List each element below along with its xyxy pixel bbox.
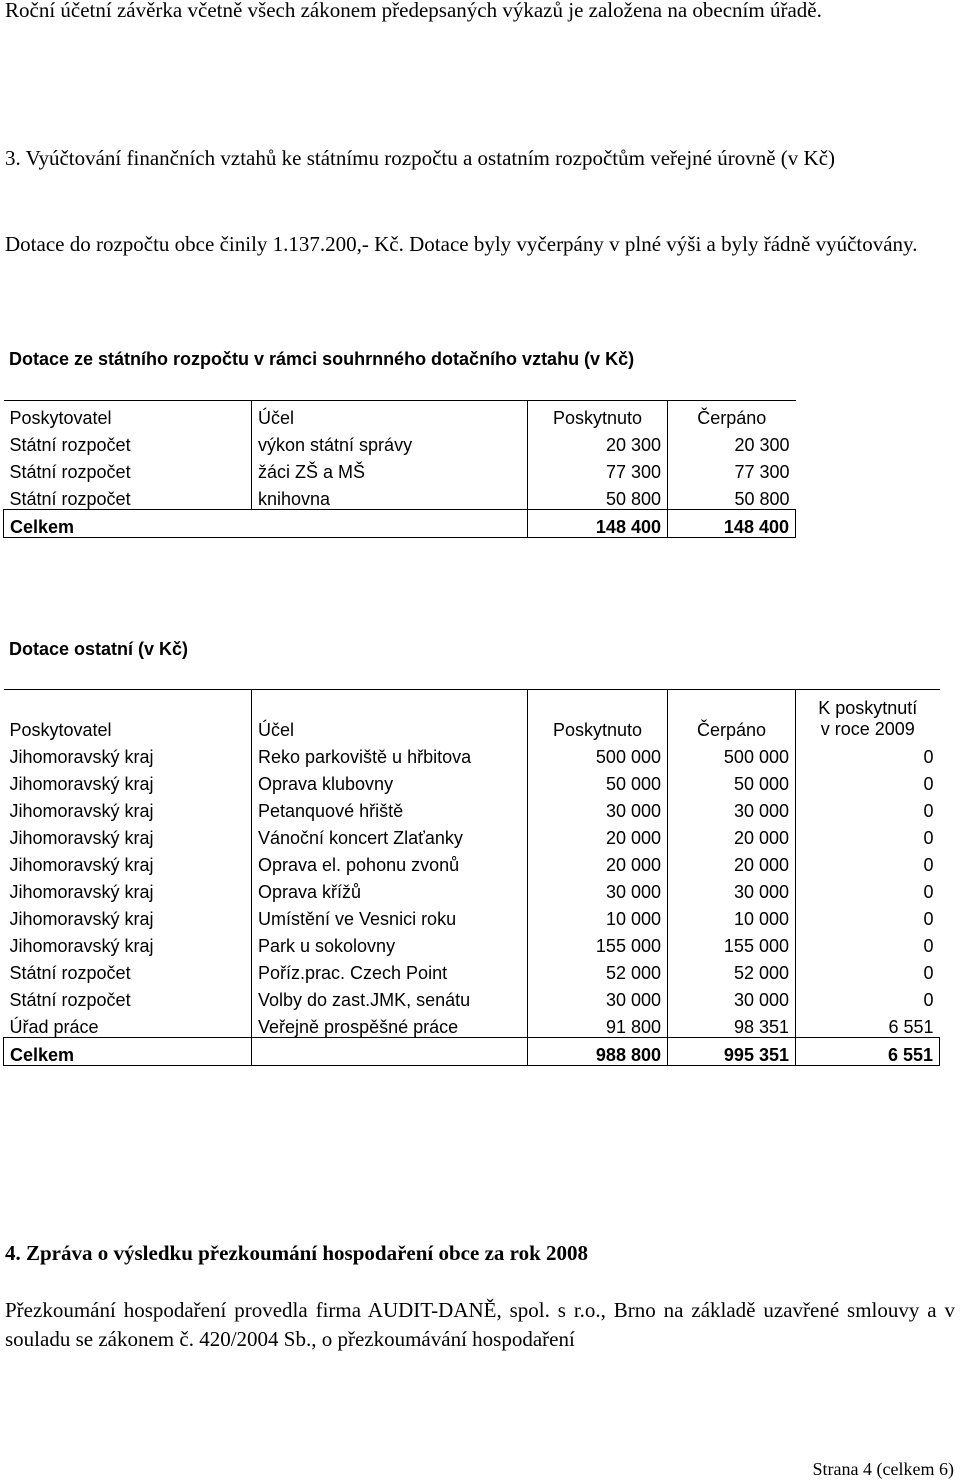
table-row — [4, 482, 796, 510]
table-row — [4, 875, 940, 902]
table-cell: 0 — [796, 929, 940, 956]
table-cell: 30 000 — [668, 875, 796, 902]
table-cell: 6 551 — [796, 1010, 940, 1038]
table2-header-line: v roce 2009 — [820, 719, 915, 739]
table-cell: 500 000 — [528, 740, 668, 767]
table-cell: Státní rozpočet — [9, 435, 131, 455]
table1-total-row — [4, 510, 796, 538]
table-cell: 20 300 — [668, 428, 796, 455]
other-subsidies-table — [3, 689, 940, 1066]
table-cell: Umístění ve Vesnici roku — [252, 902, 528, 929]
table1-header-row — [4, 401, 796, 429]
table-row — [4, 848, 940, 875]
total-cell: 995 351 — [668, 1038, 796, 1066]
table-cell: 0 — [796, 821, 940, 848]
table-cell: Park u sokolovny — [252, 929, 528, 956]
total-empty-cell — [252, 1038, 528, 1066]
table-cell: Oprava křížů — [252, 875, 528, 902]
table-cell: 0 — [796, 902, 940, 929]
table-cell: 30 000 — [668, 794, 796, 821]
intro-paragraph: Roční účetní závěrka včetně všech zákonem předepsaných výkazů je založena na obecním úřadě. — [5, 0, 822, 22]
table-cell: Petanquové hřiště — [252, 794, 528, 821]
table2-caption: Dotace ostatní (v Kč) — [9, 639, 189, 659]
table-cell: 98 351 — [668, 1010, 796, 1038]
table-row — [4, 428, 796, 455]
table-row — [4, 983, 940, 1010]
table-cell: 77 300 — [528, 455, 668, 482]
table-row — [4, 455, 796, 482]
table-cell: Jihomoravský kraj — [9, 747, 154, 767]
table-cell: 0 — [796, 794, 940, 821]
table-row — [4, 794, 940, 821]
table-cell: 155 000 — [668, 929, 796, 956]
table2-header-line: K poskytnutí — [818, 698, 918, 718]
table1-header: Čerpáno — [668, 401, 796, 429]
total-cell: 148 400 — [528, 510, 668, 538]
section-4-heading: 4. Zpráva o výsledku přezkoumání hospodaření obce za rok 2008 — [5, 1241, 589, 1265]
total-cell: 6 551 — [796, 1038, 940, 1066]
table-cell: Úřad práce — [9, 1017, 99, 1037]
table-cell: 155 000 — [528, 929, 668, 956]
table-cell: 30 000 — [528, 794, 668, 821]
table-cell: 91 800 — [528, 1010, 668, 1038]
table-cell: 50 800 — [528, 482, 668, 510]
table-cell: 50 000 — [528, 767, 668, 794]
table-cell: 500 000 — [668, 740, 796, 767]
table-cell: 30 000 — [528, 875, 668, 902]
table1-caption: Dotace ze státního rozpočtu v rámci souhrnného dotačního vztahu (v Kč) — [9, 349, 635, 369]
table-cell: Vánoční koncert Zlaťanky — [252, 821, 528, 848]
table-cell: Státní rozpočet — [9, 990, 131, 1010]
table-cell: 30 000 — [528, 983, 668, 1010]
table2-header: Poskytnuto — [528, 690, 668, 741]
table-cell: 10 000 — [668, 902, 796, 929]
table-cell: Jihomoravský kraj — [9, 774, 154, 794]
total-cell: 148 400 — [668, 510, 796, 538]
table-cell: Jihomoravský kraj — [9, 936, 154, 956]
table-row — [4, 929, 940, 956]
table2-total-row — [4, 1038, 940, 1066]
table-cell: Státní rozpočet — [9, 489, 131, 509]
total-label: Celkem — [4, 1038, 252, 1066]
table1-header: Poskytnuto — [528, 401, 668, 429]
table-cell: 0 — [796, 848, 940, 875]
table-cell: výkon státní správy — [252, 428, 528, 455]
table-cell: 20 000 — [528, 848, 668, 875]
table2-header — [796, 690, 940, 741]
table-row — [4, 767, 940, 794]
table-cell: 0 — [796, 740, 940, 767]
table-cell: Volby do zast.JMK, senátu — [252, 983, 528, 1010]
table-cell: Jihomoravský kraj — [9, 828, 154, 848]
table-row — [4, 902, 940, 929]
section-3-paragraph: Dotace do rozpočtu obce činily 1.137.200,- Kč. Dotace byly vyčerpány v plné výši a byly řádně vyúčtovány. — [5, 232, 918, 256]
table-row — [4, 956, 940, 983]
table-cell: Poříz.prac. Czech Point — [252, 956, 528, 983]
section-4-paragraph: Přezkoumání hospodaření provedla firma AUDIT-DANĚ, spol. s r.o., Brno na základě uzavřené smlouvy a v souladu se zákonem č. 420/2004 Sb., o přezkoumávání hospodaření — [5, 1298, 955, 1351]
total-cell: 988 800 — [528, 1038, 668, 1066]
table-cell: 0 — [796, 875, 940, 902]
table2-header: Poskytovatel — [4, 690, 252, 741]
table-cell: 0 — [796, 956, 940, 983]
table-cell: 0 — [796, 983, 940, 1010]
table-row — [4, 740, 940, 767]
table-cell: 10 000 — [528, 902, 668, 929]
table-cell: 52 000 — [668, 956, 796, 983]
table-cell: Státní rozpočet — [9, 963, 131, 983]
table-row — [4, 821, 940, 848]
table-cell: 50 000 — [668, 767, 796, 794]
table-cell: 20 000 — [528, 821, 668, 848]
table-cell: Jihomoravský kraj — [9, 855, 154, 875]
table-cell: Jihomoravský kraj — [9, 882, 154, 902]
table1-header: Účel — [252, 401, 528, 429]
table-cell: 20 000 — [668, 821, 796, 848]
table-cell: 20 300 — [528, 428, 668, 455]
table-cell: Jihomoravský kraj — [9, 801, 154, 821]
state-budget-table — [3, 400, 796, 538]
table-cell: Státní rozpočet — [9, 462, 131, 482]
section-3-heading — [5, 144, 955, 173]
table2-header-row — [4, 690, 940, 741]
table-cell: 20 000 — [668, 848, 796, 875]
table2-header: Čerpáno — [668, 690, 796, 741]
table-cell: 50 800 — [668, 482, 796, 510]
table2-header: Účel — [252, 690, 528, 741]
table-cell: knihovna — [252, 482, 528, 510]
table-cell: Veřejně prospěšné práce — [252, 1010, 528, 1038]
table-cell: žáci ZŠ a MŠ — [252, 455, 528, 482]
page-number: Strana 4 (celkem 6) — [812, 1459, 954, 1479]
table-cell: Reko parkoviště u hřbitova — [252, 740, 528, 767]
table-cell: 0 — [796, 767, 940, 794]
table-cell: 30 000 — [668, 983, 796, 1010]
section-3-heading-text: 3. Vyúčtování finančních vztahů ke státnímu rozpočtu a ostatním rozpočtům veřejné úrovně (v Kč) — [5, 146, 836, 170]
total-label: Celkem — [4, 510, 528, 538]
table-cell: 52 000 — [528, 956, 668, 983]
table-row — [4, 1010, 940, 1038]
table1-header: Poskytovatel — [4, 401, 252, 429]
table-cell: Jihomoravský kraj — [9, 909, 154, 929]
table-cell: 77 300 — [668, 455, 796, 482]
table-cell: Oprava el. pohonu zvonů — [252, 848, 528, 875]
table-cell: Oprava klubovny — [252, 767, 528, 794]
